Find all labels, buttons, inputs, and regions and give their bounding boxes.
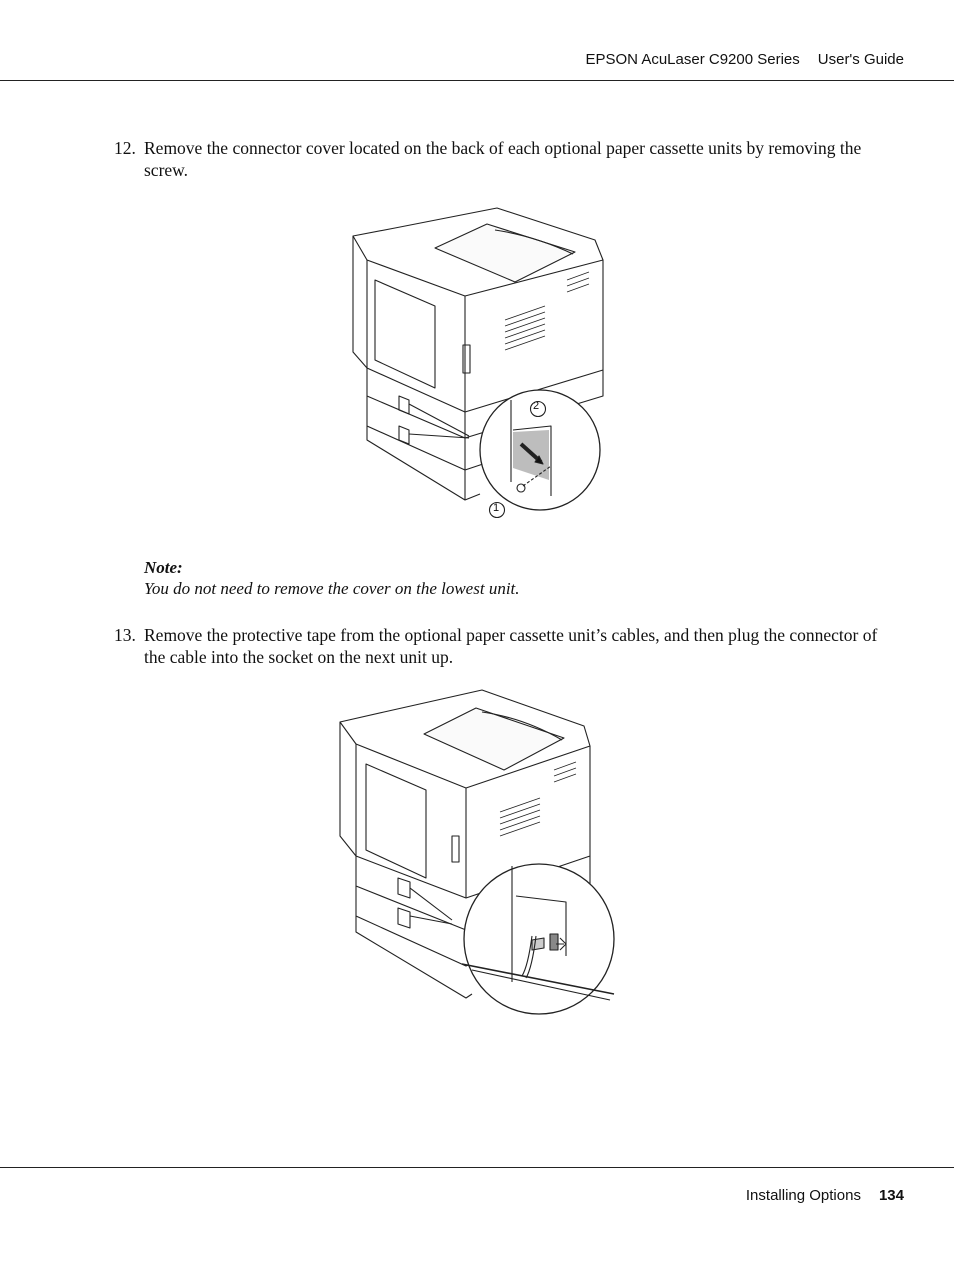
footer-section: Installing Options [745,1187,861,1204]
step-text: Remove the connector cover located on the back of each optional paper cassette units by removing the screw. [144,138,862,180]
footer-rule [0,1167,954,1168]
callout-1: 1 [493,502,500,514]
note-text: You do not need to remove the cover on the lowest unit. [144,579,520,598]
step-number: 12. [114,138,136,158]
running-footer [746,1187,904,1204]
step-text: Remove the protective tape from the optional paper cassette unit’s cables, and then plug the connector of the cable into the socket on the next unit up. [144,625,878,667]
header-product: EPSON AcuLaser C9200 Series [585,51,800,68]
step-number: 13. [114,625,136,645]
figure-plug-cable-connector [332,686,620,1026]
running-header [585,51,904,68]
header-guide: User's Guide [817,51,904,68]
page-number: 134 [878,1187,904,1204]
step-12 [114,137,884,181]
figure-remove-connector-cover [345,200,607,525]
step-13 [114,624,884,668]
note-label: Note: [144,558,183,577]
callout-2: 2 [533,400,540,412]
header-rule [0,80,954,81]
